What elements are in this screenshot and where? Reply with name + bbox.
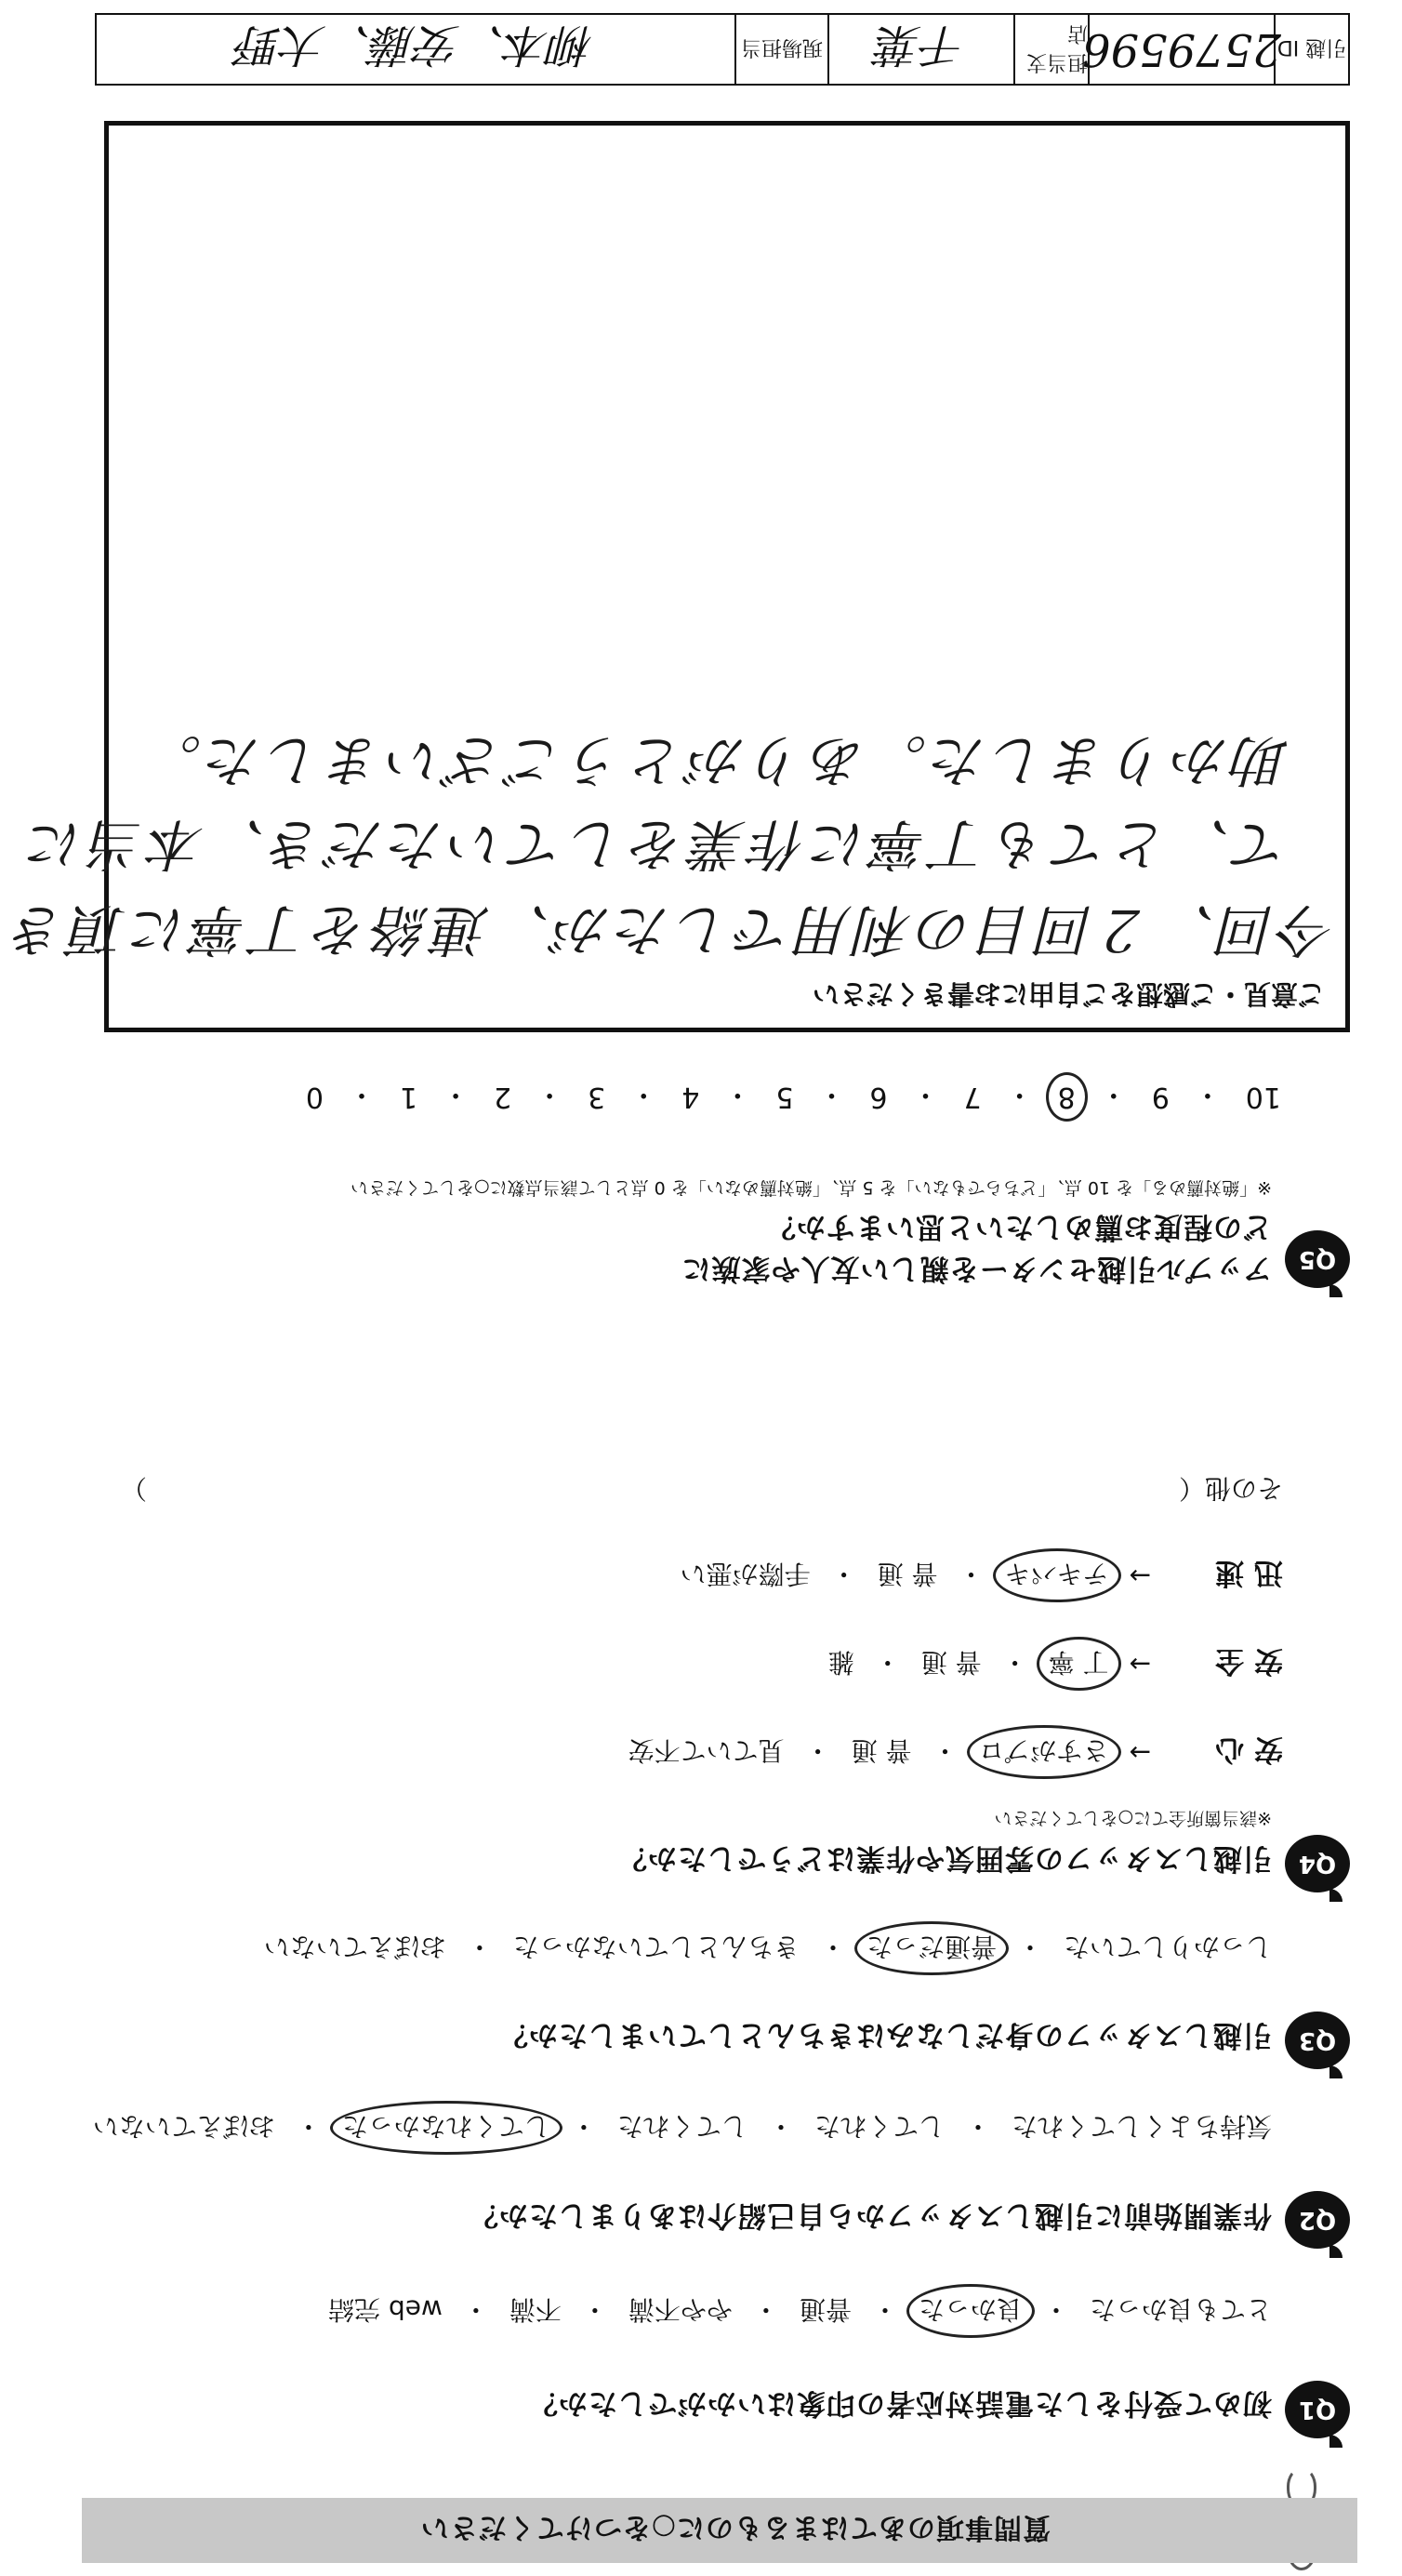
score-option[interactable]: 0 bbox=[305, 1081, 324, 1114]
q5-question-line2: どの程度お薦めしたいと思いますか？ bbox=[766, 1210, 1272, 1243]
q4-option-selected[interactable]: テキパキ bbox=[993, 1549, 1121, 1603]
q1-options: とても良かった ・ 良かった ・ 普通 ・ やや不満 ・ 不満 ・ web 完結 bbox=[328, 2292, 1272, 2330]
q2-option[interactable]: してくれた bbox=[813, 2111, 945, 2142]
q2-option[interactable]: 気持ちよくしてくれた bbox=[1011, 2111, 1272, 2142]
q2-question: 作業開始前に引越しスタッフから自己紹介はありましたか？ bbox=[469, 2198, 1272, 2232]
score-option[interactable]: 2 bbox=[494, 1081, 512, 1114]
q4-option[interactable]: 雑 bbox=[827, 1647, 854, 1679]
q3-options: しっかりしていた ・ 普通だった ・ きちんとしていなかった ・ おぼえていない bbox=[264, 1930, 1272, 1967]
q1-option[interactable]: 普通 bbox=[799, 2294, 852, 2325]
q5-badge: Q5 bbox=[1285, 1230, 1350, 1288]
q3-option[interactable]: おぼえていない bbox=[263, 1932, 446, 1962]
handwritten-comment-line: 今回、２回目の利用でしたが、連絡を丁寧に頂き bbox=[7, 896, 1336, 962]
score-option[interactable]: 3 bbox=[588, 1081, 606, 1114]
q2-options: 気持ちよくしてくれた ・ してくれた ・ してくれた ・ してくれなかった ・ おぼえていない bbox=[93, 2109, 1272, 2146]
q1-badge: Q1 bbox=[1285, 2381, 1350, 2438]
q4-option[interactable]: 普 通 bbox=[851, 1735, 912, 1767]
q4-row-anzen: 安 全 → 丁 寧 ・ 普 通 ・ 雑 bbox=[828, 1643, 1283, 1685]
q4-row-jinsoku: 迅 速 → テキパキ ・ 普 通 ・ 手際が悪い bbox=[681, 1555, 1283, 1597]
q4-row-anshin: 安 心 → さすがプロ ・ 普 通 ・ 見ていて不安 bbox=[628, 1732, 1283, 1773]
q4-option[interactable]: 普 通 bbox=[877, 1559, 938, 1590]
q4-other bbox=[121, 1471, 1283, 1508]
q5-note: ※「絶対薦める」を 10 点、「どちらでもない」を 5 点、「絶対薦めない」を 0 点として該当点数に○をしてください bbox=[350, 1177, 1272, 1198]
score-option[interactable]: 9 bbox=[1151, 1081, 1170, 1114]
handwritten-comment-line: 助かりました。ありがとうございました。 bbox=[141, 727, 1290, 792]
handwritten-comment-line: て、とても丁寧に作業をしていただき、本当に bbox=[23, 811, 1290, 876]
branch-header: 担当支店 bbox=[1013, 15, 1088, 84]
q4-other-close: ） bbox=[121, 1473, 148, 1504]
q2-badge: Q2 bbox=[1285, 2191, 1350, 2249]
q4-option[interactable]: 見ていて不安 bbox=[628, 1735, 785, 1767]
q2-option[interactable]: してくれた bbox=[616, 2111, 747, 2142]
q3-badge: Q3 bbox=[1285, 2012, 1350, 2069]
move-id-table bbox=[95, 13, 1350, 86]
q1-option[interactable]: やや不満 bbox=[628, 2294, 733, 2325]
q4-question: 引越しスタッフの雰囲気や作業はどうでしたか？ bbox=[617, 1841, 1272, 1875]
comment-box[interactable] bbox=[7, 121, 1350, 1032]
staff-value: 柳本、安藤、大野 bbox=[237, 19, 595, 72]
branch-value: 千葉 bbox=[827, 15, 1013, 84]
q1-option-selected[interactable]: 良かった bbox=[906, 2284, 1035, 2338]
q5-score-scale: 10 ・ 9 ・ 8 ・ 7 ・ 6 ・ 5 ・ 4 ・ 3 ・ 2 ・ 1 ・ 0 bbox=[306, 1077, 1281, 1118]
move-id-header: 引越 ID bbox=[1274, 15, 1348, 84]
q4-option[interactable]: 手際が悪い bbox=[680, 1559, 811, 1590]
score-option[interactable]: 7 bbox=[963, 1081, 982, 1114]
staff-header: 現場担当 bbox=[734, 15, 827, 84]
score-option[interactable]: 10 bbox=[1245, 1081, 1281, 1114]
q1-option[interactable]: web 完結 bbox=[328, 2294, 443, 2325]
q4-option-selected[interactable]: さすがプロ bbox=[967, 1726, 1121, 1780]
q1-question: 初めて受付をした電話対応者の印象はいかがでしたか？ bbox=[528, 2386, 1272, 2420]
q3-option[interactable]: きちんとしていなかった bbox=[512, 1932, 800, 1962]
q4-note: ※該当箇所全てに○をしてください bbox=[994, 1808, 1272, 1828]
q4-badge: Q4 bbox=[1285, 1835, 1350, 1892]
q3-option[interactable]: しっかりしていた bbox=[1063, 1932, 1272, 1962]
score-option[interactable]: 4 bbox=[681, 1081, 700, 1114]
score-option[interactable]: 5 bbox=[775, 1081, 794, 1114]
q3-option-selected[interactable]: 普通だった bbox=[854, 1921, 1009, 1975]
q1-option[interactable]: 不満 bbox=[509, 2294, 562, 2325]
move-id-value: 2579596 bbox=[1088, 15, 1274, 84]
q1-option[interactable]: とても良かった bbox=[1089, 2294, 1272, 2325]
score-option[interactable]: 1 bbox=[399, 1081, 418, 1114]
survey-instruction-header bbox=[82, 2498, 1357, 2563]
score-option-selected[interactable]: 8 bbox=[1046, 1073, 1088, 1122]
q4-row-label: 迅 速 bbox=[1215, 1556, 1283, 1589]
q4-other-label: その他（ bbox=[1178, 1473, 1283, 1504]
q4-row-label: 安 心 bbox=[1215, 1733, 1283, 1766]
q4-option[interactable]: 普 通 bbox=[920, 1647, 982, 1679]
q2-option[interactable]: おぼえていない bbox=[92, 2111, 275, 2142]
comment-label: ご意見・ご感想をご自由にお書きください bbox=[812, 978, 1325, 1010]
q4-row-label: 安 全 bbox=[1215, 1644, 1283, 1678]
q4-option-selected[interactable]: 丁 寧 bbox=[1037, 1638, 1121, 1692]
score-option[interactable]: 6 bbox=[869, 1081, 888, 1114]
q5-question-line1: アップル引越センターを親しい友人や家族に bbox=[681, 1252, 1272, 1285]
q3-question: 引越しスタッフの身だしなみはきちんとしていましたか？ bbox=[498, 2018, 1272, 2052]
q2-option-selected[interactable]: してくれなかった bbox=[330, 2101, 562, 2155]
instruction-text: 質問事項のあてはまるものに○をつけてください bbox=[419, 2511, 1051, 2543]
